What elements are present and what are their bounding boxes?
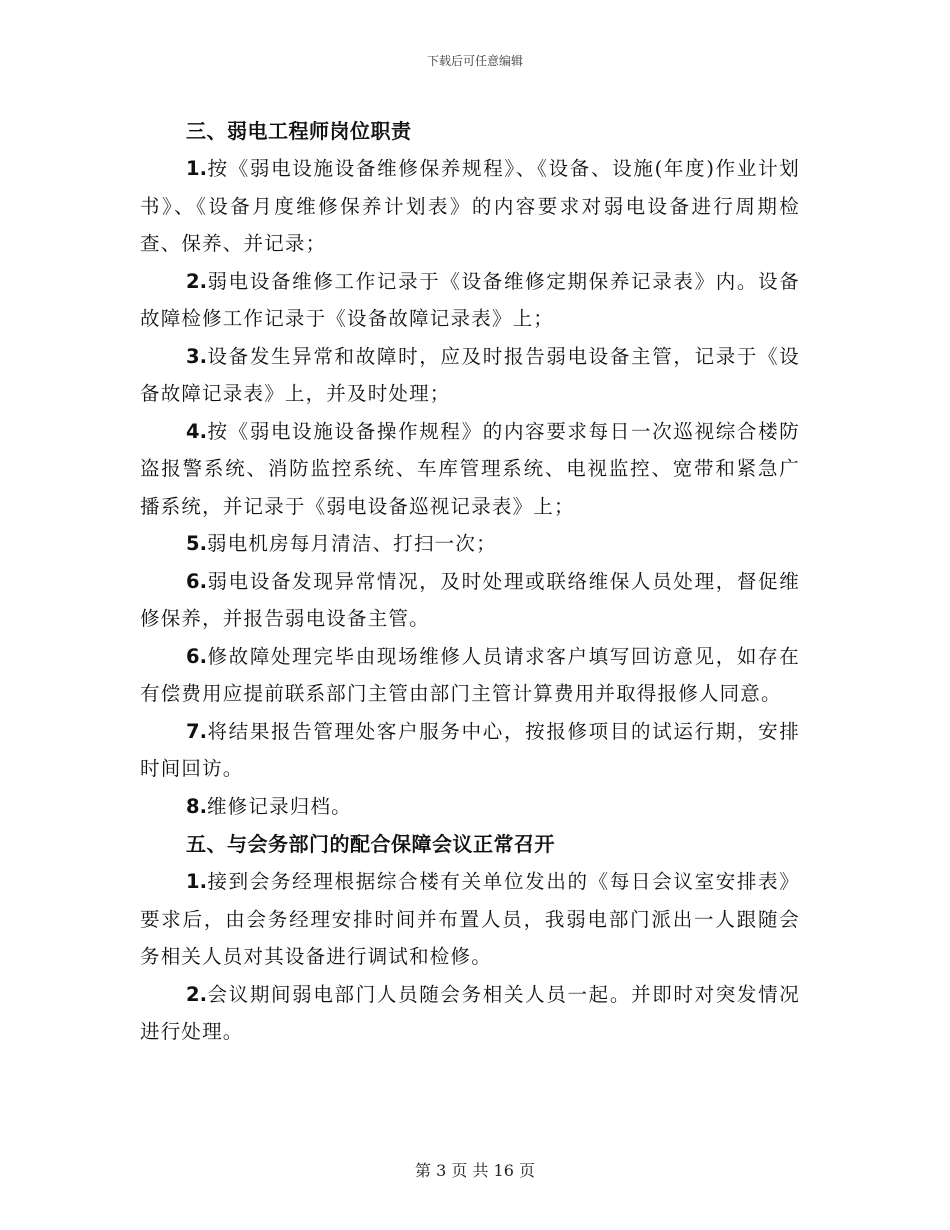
list-item xyxy=(140,638,800,713)
page-number-footer: 第 3 页 共 16 页 xyxy=(415,1161,535,1180)
list-item xyxy=(140,525,800,563)
item-text: 按《弱电设施设备操作规程》的内容要求每日一次巡视综合楼防盗报警系统、消防监控系统、车库管理系统、电视监控、宽带和紧急广播系统，并记录于《弱电设备巡视记录表》上； xyxy=(140,419,800,518)
item-number: 1. xyxy=(186,870,207,893)
item-number: 1. xyxy=(186,157,207,180)
list-item xyxy=(140,563,800,638)
list-item xyxy=(140,150,800,263)
list-item xyxy=(140,863,800,976)
item-text: 修故障处理完毕由现场维修人员请求客户填写回访意见，如存在有偿费用应提前联系部门主管由部门主管计算费用并取得报修人同意。 xyxy=(140,644,800,705)
item-number: 6. xyxy=(186,644,207,668)
document-body xyxy=(140,112,800,1051)
item-text: 弱电设备发现异常情况，及时处理或联络维保人员处理，督促维修保养，并报告弱电设备主管。 xyxy=(140,569,800,630)
list-item xyxy=(140,413,800,526)
item-text: 维修记录归档。 xyxy=(206,794,352,818)
list-item xyxy=(140,713,800,788)
page-header-note: 下载后可任意编辑 xyxy=(426,54,523,68)
item-text: 弱电机房每月清洁、打扫一次； xyxy=(206,532,497,555)
item-number: 3. xyxy=(186,344,207,368)
item-number: 2. xyxy=(186,269,207,293)
section-heading: 五、与会务部门的配合保障会议正常召开 xyxy=(186,832,555,856)
item-text: 会议期间弱电部门人员随会务相关人员一起。并即时对突发情况进行处理。 xyxy=(140,982,800,1043)
list-item xyxy=(140,338,800,413)
item-number: 4. xyxy=(186,419,207,443)
item-number: 7. xyxy=(186,719,207,743)
section-heading: 三、弱电工程师岗位职责 xyxy=(186,119,412,143)
item-number: 2. xyxy=(186,982,207,1006)
item-text: 将结果报告管理处客户服务中心，按报修项目的试运行期，安排时间回访。 xyxy=(140,719,800,780)
item-text: 弱电设备维修工作记录于《设备维修定期保养记录表》内。设备故障检修工作记录于《设备故障记录表》上； xyxy=(140,269,800,330)
list-item xyxy=(140,788,800,826)
item-number: 8. xyxy=(186,794,207,818)
list-item xyxy=(140,263,800,338)
item-text: 接到会务经理根据综合楼有关单位发出的《每日会议室安排表》要求后，由会务经理安排时间并布置人员，我弱电部门派出一人跟随会务相关人员对其设备进行调试和检修。 xyxy=(140,870,800,968)
item-number: 6. xyxy=(186,569,207,593)
item-text: 设备发生异常和故障时，应及时报告弱电设备主管，记录于《设备故障记录表》上，并及时处理； xyxy=(140,344,800,405)
item-number: 5. xyxy=(186,532,207,555)
list-item xyxy=(140,976,800,1051)
item-text: 按《弱电设施设备维修保养规程》、《设备、设施(年度)作业计划书》、《设备月度维修保养计划表》的内容要求对弱电设备进行周期检查、保养、并记录； xyxy=(140,157,800,255)
